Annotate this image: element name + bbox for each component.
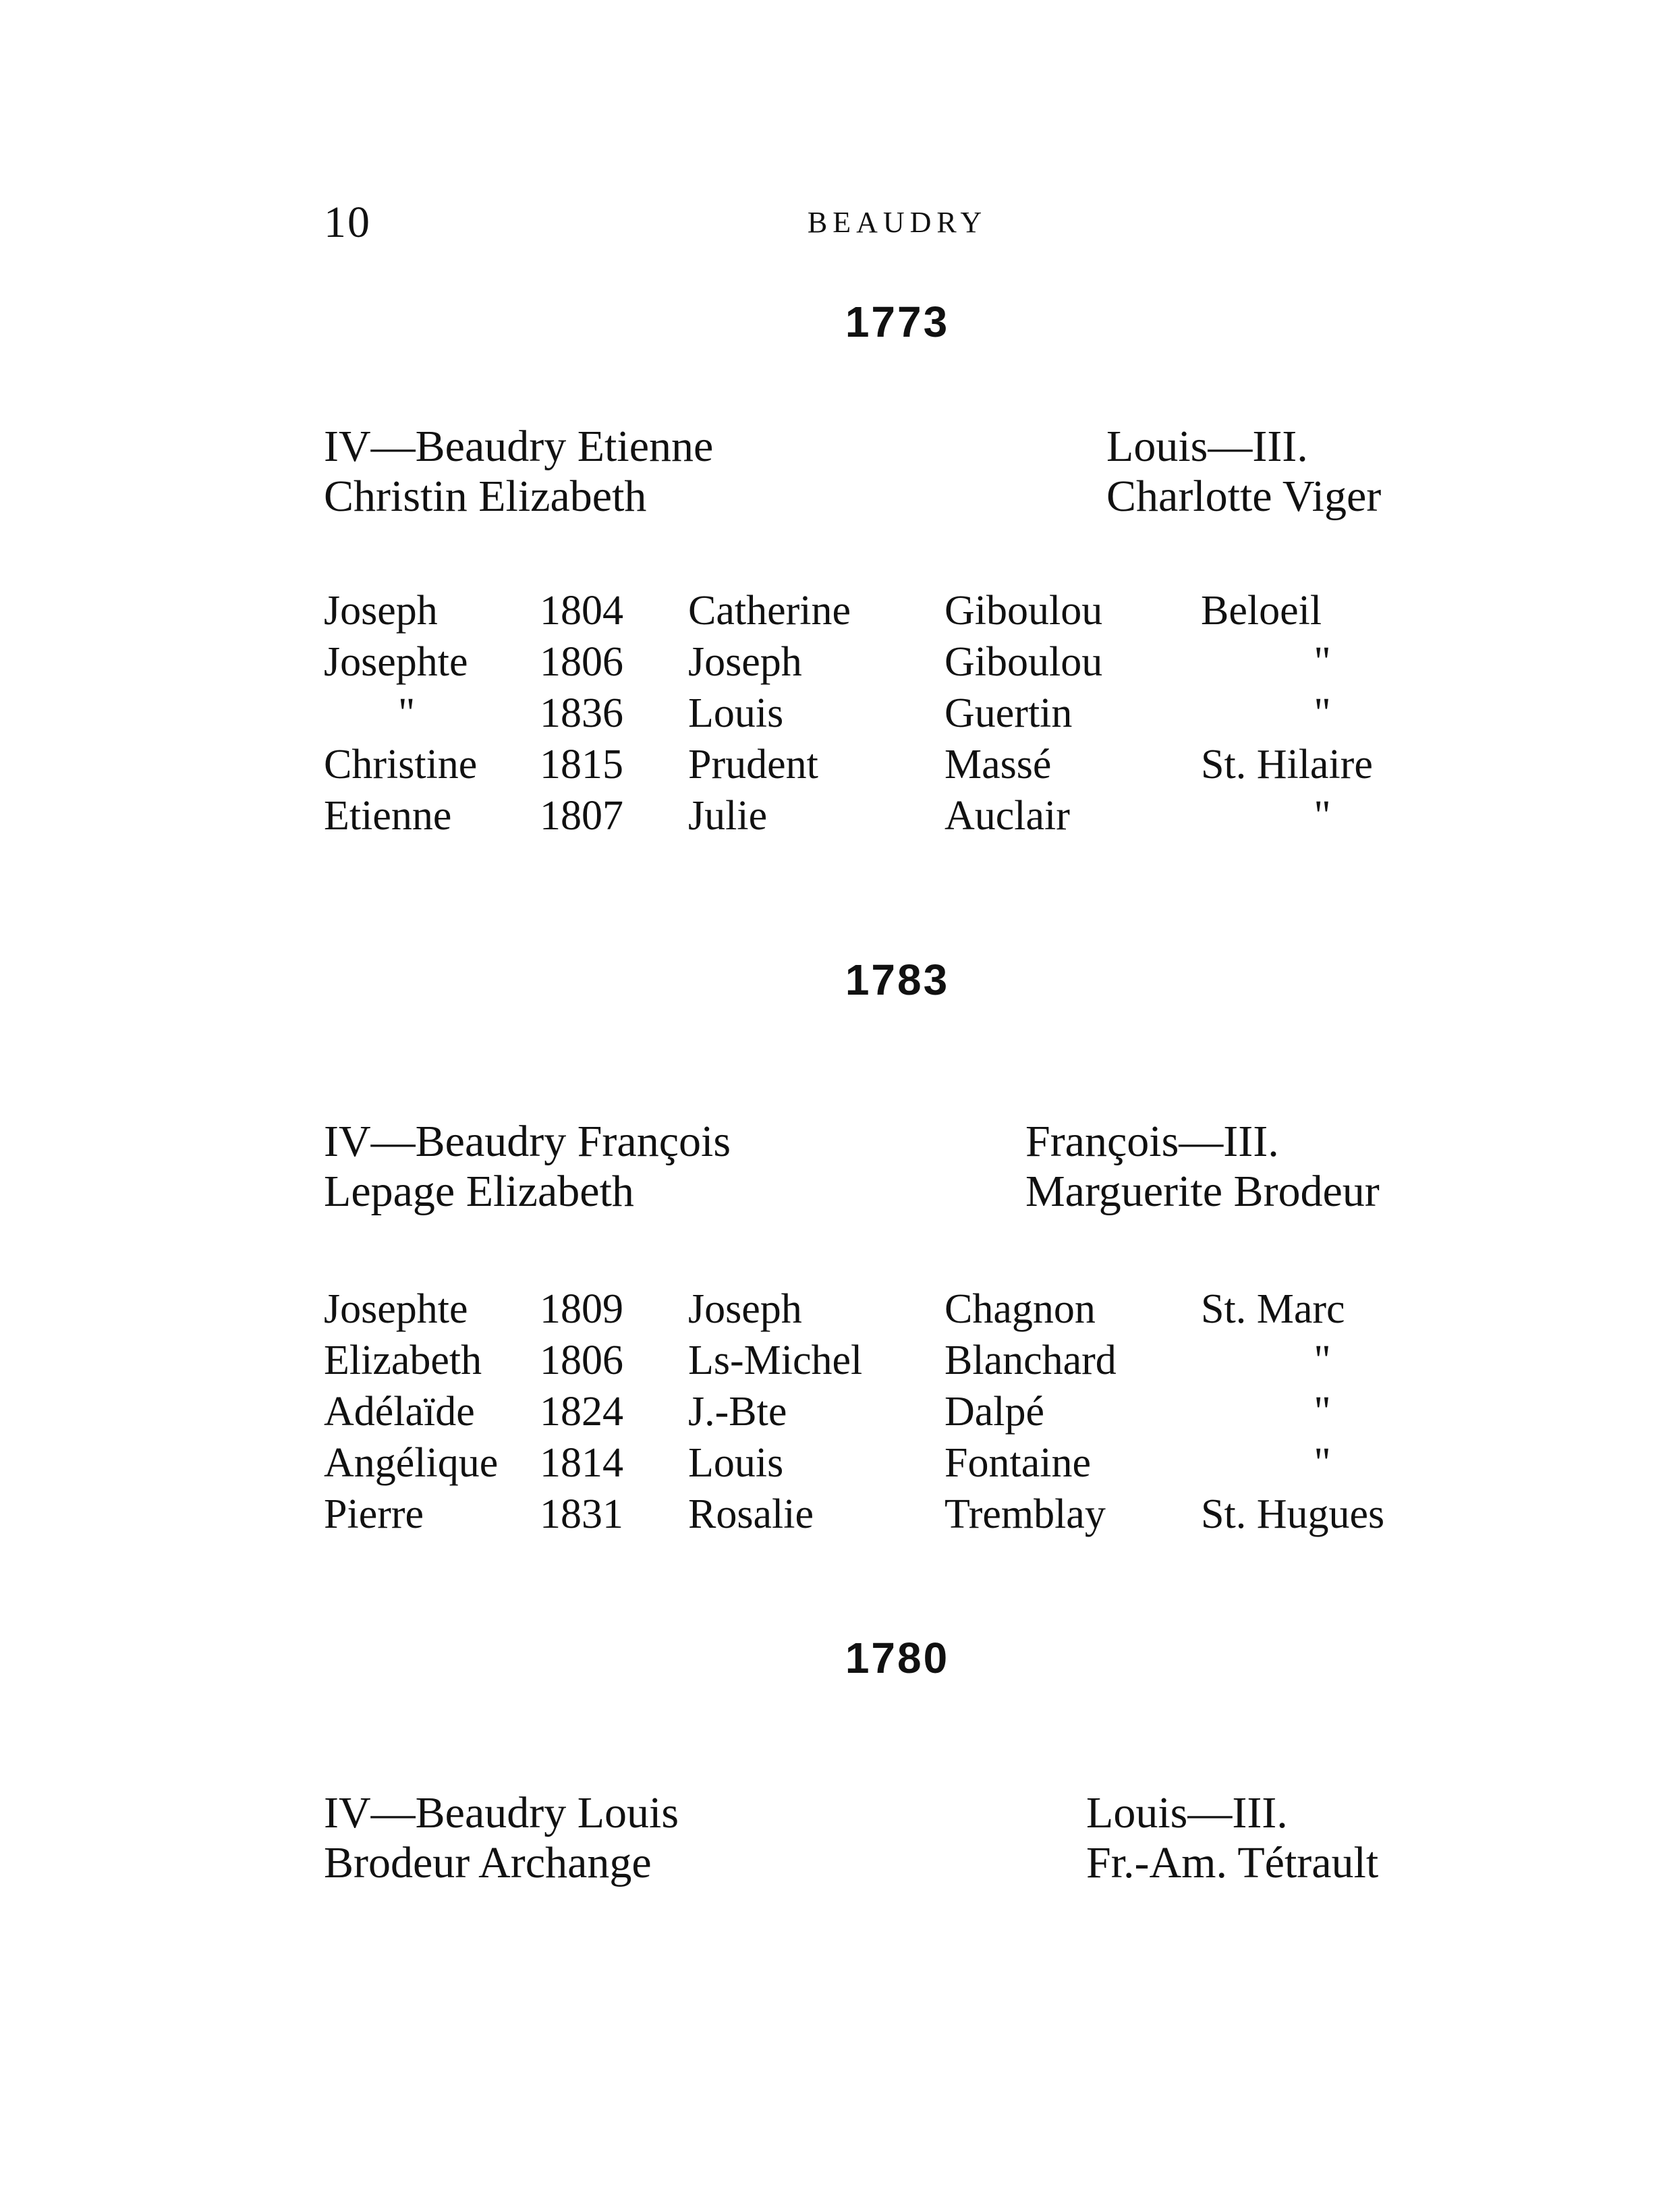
- child-name: Angélique: [324, 1440, 499, 1486]
- child-row: [324, 638, 1471, 688]
- spouse-name: Louis: [688, 1440, 784, 1486]
- husband-name: IV—Beaudry François: [324, 1117, 731, 1166]
- spouse-name: Catherine: [688, 588, 851, 634]
- child-name: Elizabeth: [324, 1337, 482, 1383]
- child-name: Christine: [324, 742, 478, 787]
- husband-parent: François—III.: [1025, 1117, 1279, 1166]
- child-name: Adélaïde: [324, 1389, 475, 1435]
- child-year: 1836: [540, 690, 623, 736]
- child-year: 1806: [540, 639, 623, 685]
- child-row: [324, 1439, 1471, 1489]
- spouse-surname: Dalpé: [945, 1389, 1045, 1435]
- spouse-name: Prudent: [688, 742, 818, 787]
- child-year: 1831: [540, 1491, 623, 1537]
- wife-parent: Marguerite Brodeur: [1025, 1167, 1380, 1216]
- parish-ditto: ": [1314, 1440, 1331, 1486]
- child-row: [324, 1337, 1471, 1387]
- marriage-year: 1780: [845, 1634, 950, 1682]
- child-year: 1804: [540, 588, 623, 634]
- running-title: BEAUDRY: [807, 206, 988, 239]
- child-row: [324, 1285, 1471, 1335]
- spouse-name: Ls-Michel: [688, 1337, 863, 1383]
- child-row: [324, 587, 1471, 637]
- wife-name: Brodeur Archange: [324, 1838, 652, 1887]
- parish-ditto: ": [1314, 793, 1331, 839]
- spouse-name: Joseph: [688, 1286, 802, 1332]
- spouse-surname: Chagnon: [945, 1286, 1096, 1332]
- marriage-year: 1783: [845, 956, 950, 1004]
- child-name: Etienne: [324, 793, 452, 839]
- child-year: 1824: [540, 1389, 623, 1435]
- wife-parent: Fr.-Am. Tétrault: [1086, 1838, 1379, 1887]
- child-row: [324, 1388, 1471, 1438]
- parish-ditto: ": [1314, 1337, 1331, 1383]
- parish-ditto: ": [1314, 690, 1331, 736]
- child-row: [324, 792, 1471, 842]
- child-name-ditto: ": [398, 690, 416, 736]
- child-name: Josephte: [324, 1286, 468, 1332]
- child-name: Joseph: [324, 588, 438, 634]
- child-year: 1807: [540, 793, 623, 839]
- husband-parent: Louis—III.: [1106, 422, 1308, 471]
- parish-ditto: ": [1314, 1389, 1331, 1435]
- spouse-surname: Blanchard: [945, 1337, 1117, 1383]
- child-row: [324, 741, 1471, 791]
- parish: St. Hugues: [1201, 1491, 1385, 1537]
- marriage-year: 1773: [845, 298, 950, 346]
- spouse-name: Julie: [688, 793, 768, 839]
- wife-parent: Charlotte Viger: [1106, 472, 1382, 521]
- wife-name: Lepage Elizabeth: [324, 1167, 634, 1216]
- spouse-surname: Tremblay: [945, 1491, 1106, 1537]
- child-year: 1806: [540, 1337, 623, 1383]
- spouse-surname: Auclair: [945, 793, 1070, 839]
- child-year: 1809: [540, 1286, 623, 1332]
- spouse-surname: Fontaine: [945, 1440, 1091, 1486]
- page-header: [324, 197, 1471, 251]
- spouse-surname: Massé: [945, 742, 1052, 787]
- parish: St. Hilaire: [1201, 742, 1373, 787]
- page-number: 10: [324, 198, 371, 247]
- spouse-surname: Giboulou: [945, 639, 1103, 685]
- child-name: Josephte: [324, 639, 468, 685]
- spouse-name: Louis: [688, 690, 784, 736]
- wife-name: Christin Elizabeth: [324, 472, 647, 521]
- spouse-name: Joseph: [688, 639, 802, 685]
- child-year: 1814: [540, 1440, 623, 1486]
- husband-parent: Louis—III.: [1086, 1788, 1288, 1837]
- child-name: Pierre: [324, 1491, 424, 1537]
- child-year: 1815: [540, 742, 623, 787]
- spouse-name: J.-Bte: [688, 1389, 787, 1435]
- spouse-name: Rosalie: [688, 1491, 814, 1537]
- child-row: [324, 690, 1471, 740]
- husband-name: IV—Beaudry Etienne: [324, 422, 714, 471]
- husband-name: IV—Beaudry Louis: [324, 1788, 679, 1837]
- spouse-surname: Guertin: [945, 690, 1073, 736]
- child-row: [324, 1491, 1471, 1541]
- parish: Beloeil: [1201, 588, 1322, 634]
- parish: St. Marc: [1201, 1286, 1345, 1332]
- parish-ditto: ": [1314, 639, 1331, 685]
- spouse-surname: Giboulou: [945, 588, 1103, 634]
